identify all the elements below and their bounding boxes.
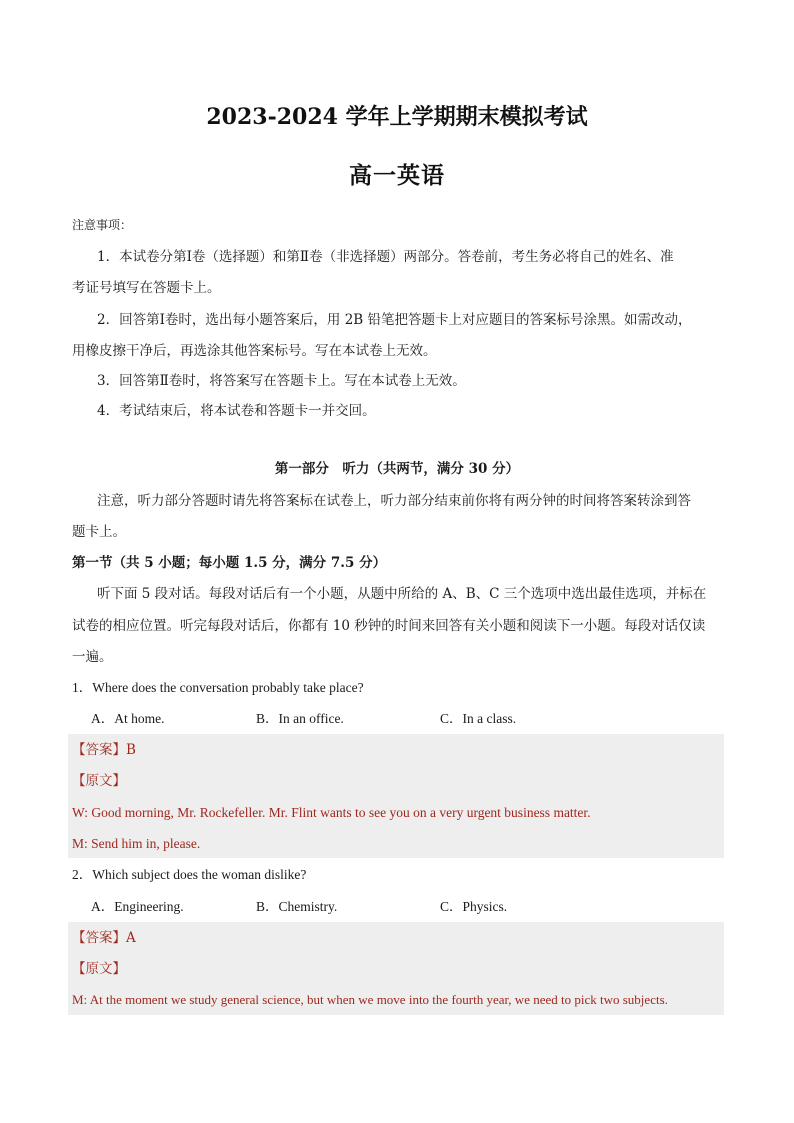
question-2-stem: 2．Which subject does the woman dislike? <box>72 867 307 882</box>
notice-item-4: 4．考试结束后，将本试卷和答题卡一并交回。 <box>97 403 376 419</box>
section1-instructions-line-3: 一遍。 <box>72 649 113 665</box>
question-1-option-b: B．In an office. <box>256 711 344 726</box>
question-2-option-a: A．Engineering. <box>91 899 184 914</box>
notice-item-1-line-2: 考证号填写在答题卡上。 <box>72 280 221 296</box>
part1-heading: 第一部分 听力（共两节，满分 30 分） <box>274 461 520 477</box>
question-1-transcript-line-2: M: Send him in, please. <box>72 836 201 851</box>
notice-item-3: 3．回答第Ⅱ卷时，将答案写在答题卡上。写在本试卷上无效。 <box>97 373 466 389</box>
exam-subject: 高一英语 <box>349 162 445 189</box>
question-2-option-c: C．Physics. <box>440 899 508 914</box>
question-2-transcript-line-1: M: At the moment we study general science, but when we move into the fourth year, we need to pick two subjects. <box>72 992 668 1007</box>
section1-instructions-line-2: 试卷的相应位置。听完每段对话后，你都有 10 秒钟的时间来回答有关小题和阅读下一小题。每段对话仅读 <box>72 618 706 634</box>
question-2-transcript-label: 【原文】 <box>72 961 126 977</box>
part1-note-line-1: 注意，听力部分答题时请先将答案标在试卷上，听力部分结束前你将有两分钟的时间将答案转涂到答 <box>97 493 691 509</box>
notice-heading: 注意事项： <box>72 218 133 232</box>
question-1-transcript-label: 【原文】 <box>72 773 126 789</box>
notice-item-2-line-1: 2．回答第Ⅰ卷时，选出每小题答案后，用 2B 铅笔把答题卡上对应题目的答案标号涂黑。如需改动， <box>97 312 692 328</box>
notice-item-2-line-2: 用橡皮擦干净后，再选涂其他答案标号。写在本试卷上无效。 <box>72 343 437 359</box>
notice-item-1-line-1: 1．本试卷分第Ⅰ卷（选择题）和第Ⅱ卷（非选择题）两部分。答卷前，考生务必将自己的姓名、准 <box>97 249 674 265</box>
section1-heading: 第一节（共 5 小题；每小题 1.5 分，满分 7.5 分） <box>72 555 387 571</box>
question-1-stem: 1．Where does the conversation probably take place? <box>72 680 364 695</box>
question-2-option-b: B．Chemistry. <box>256 899 338 914</box>
exam-title: 2023-2024 学年上学期期末模拟考试 <box>206 104 588 130</box>
question-2-answer: 【答案】A <box>72 930 136 946</box>
part1-note-line-2: 题卡上。 <box>72 524 126 540</box>
question-1-answer: 【答案】B <box>72 742 136 758</box>
question-1-option-c: C．In a class. <box>440 711 517 726</box>
section1-instructions-line-1: 听下面 5 段对话。每段对话后有一个小题，从题中所给的 A、B、C 三个选项中选出最佳选项，并标在 <box>97 586 707 602</box>
question-1-option-a: A．At home. <box>91 711 165 726</box>
question-1-transcript-line-1: W: Good morning, Mr. Rockefeller. Mr. Flint wants to see you on a very urgent business matter. <box>72 805 591 820</box>
